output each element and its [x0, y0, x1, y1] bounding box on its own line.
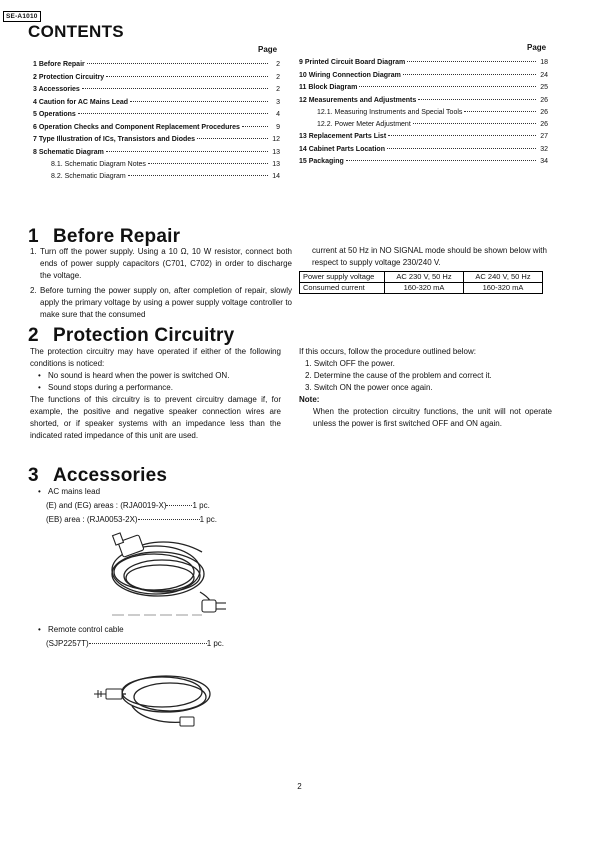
toc-leader-dots	[403, 74, 536, 75]
table-cell: 160-320 mA	[385, 283, 464, 294]
procedure-step: 3. Switch ON the power once again.	[305, 383, 433, 392]
section-title: Accessories	[53, 465, 168, 486]
table-cell: Consumed current	[300, 283, 385, 294]
part-number: (E) and (EG) areas : (RJA0019-X)	[46, 501, 167, 510]
toc-entry-page: 9	[276, 123, 280, 131]
toc-entry-page: 14	[272, 173, 280, 180]
toc-entry[interactable]	[299, 158, 548, 171]
toc-entry[interactable]	[299, 146, 548, 159]
toc-entry-label: 8.1. Schematic Diagram Notes	[51, 161, 146, 168]
toc-leader-dots	[197, 138, 268, 139]
remote-cable-block	[38, 624, 278, 650]
toc-entry-page: 12	[272, 136, 280, 143]
toc-leader-dots	[464, 111, 536, 112]
toc-entry-label: 3 Accessories	[33, 86, 80, 93]
ac-part-line	[38, 514, 278, 526]
toc-entry-label: 8.2. Schematic Diagram	[51, 173, 126, 180]
toc-entry[interactable]	[33, 124, 280, 137]
toc-leader-dots	[82, 88, 268, 89]
toc-entry-label: 13 Replacement Parts List	[299, 133, 387, 140]
leader-dots	[166, 505, 192, 506]
note-label: Note:	[299, 395, 320, 404]
section-3-heading	[28, 465, 167, 487]
bullet-icon: •	[38, 487, 41, 496]
page-number: 2	[297, 782, 302, 791]
toc-right-page-header: Page	[527, 43, 547, 52]
toc-entry-page: 2	[276, 86, 280, 93]
table-cell: AC 240 V, 50 Hz	[464, 272, 543, 283]
part-number: (SJP2257T)	[46, 639, 89, 648]
bullet-text: Sound stops during a performance.	[48, 383, 173, 392]
toc-entry-label: 2 Protection Circuitry	[33, 73, 105, 81]
toc-entry[interactable]	[299, 59, 548, 72]
section-number: 3	[28, 465, 39, 486]
section-title: Before Repair	[53, 226, 181, 247]
toc-entry-page: 13	[272, 161, 280, 168]
toc-leader-dots	[106, 151, 268, 152]
toc-leader-dots	[78, 113, 268, 114]
toc-entry-page: 18	[540, 59, 548, 66]
toc-entry[interactable]	[299, 133, 548, 146]
toc-leader-dots	[346, 160, 536, 161]
section-number: 2	[28, 325, 39, 346]
toc-entry-page: 4	[276, 111, 280, 118]
procedure-step: 2. Determine the cause of the problem and correct it.	[305, 371, 492, 380]
toc-entry-page: 32	[540, 145, 548, 153]
accessory-name: Remote control cable	[48, 625, 124, 634]
before-repair-continued: current at 50 Hz in NO SIGNAL mode should be shown below with respect to supply voltage 230/240 V.	[312, 246, 547, 267]
toc-entry[interactable]	[299, 72, 548, 85]
toc-entry-label: 12 Measurements and Adjustments	[299, 96, 417, 104]
toc-entry-label: 14 Cabinet Parts Location	[299, 145, 385, 153]
remote-cable-illustration	[92, 662, 222, 732]
toc-leader-dots	[106, 76, 268, 77]
toc-entry[interactable]	[299, 97, 548, 110]
toc-entry[interactable]	[299, 109, 548, 121]
toc-entry[interactable]	[33, 161, 280, 173]
toc-entry-label: 9 Printed Circuit Board Diagram	[299, 59, 406, 66]
before-repair-steps	[30, 246, 292, 321]
step-item	[30, 285, 292, 321]
toc-entry[interactable]	[33, 111, 280, 124]
toc-entry[interactable]	[33, 99, 280, 112]
toc-entry-label: 15 Packaging	[299, 158, 344, 165]
toc-entry-page: 26	[540, 96, 548, 104]
power-supply-table	[299, 271, 543, 294]
section-number: 1	[28, 226, 39, 247]
leader-dots	[138, 519, 200, 520]
step-text: Before turning the power supply on, after completion of repair, slowly apply the primary voltage by using a power supply voltage controller to make sure that the consumed	[40, 286, 292, 319]
toc-entry-page: 27	[540, 133, 548, 140]
toc-entry-page: 2	[276, 61, 280, 68]
toc-entry-label: 10 Wiring Connection Diagram	[299, 71, 401, 79]
toc-leader-dots	[418, 99, 536, 100]
toc-leader-dots	[388, 135, 536, 136]
toc-entry[interactable]	[33, 136, 280, 149]
toc-leader-dots	[387, 148, 536, 149]
toc-right-column	[299, 59, 548, 171]
step-text: Turn off the power supply. Using a 10 Ω, 10 W resistor, connect both ends of power supply capacitors (C701, C702) in order to discharge the voltage.	[40, 247, 292, 280]
protection-function: The functions of this circuitry is to prevent circuitry damage if, for example, the positive and negative speaker connection wires are shorted, or if speaker systems with an impedance less than the indicated rated impedance of this unit are used.	[30, 395, 281, 440]
toc-entry[interactable]	[299, 84, 548, 97]
procedure-step: 1. Switch OFF the power.	[305, 359, 395, 368]
section-1-heading	[28, 226, 180, 248]
toc-entry-label: 8 Schematic Diagram	[33, 148, 104, 156]
toc-entry-page: 26	[540, 121, 548, 128]
table-row	[300, 283, 543, 294]
separator-line	[112, 612, 202, 618]
toc-entry[interactable]	[33, 173, 280, 185]
note-text: When the protection circuitry functions, the unit will not operate unless the power is first switched OFF and ON again.	[313, 407, 552, 428]
table-cell: 160-320 mA	[464, 283, 543, 294]
toc-leader-dots	[148, 163, 268, 164]
table-cell: Power supply voltage	[300, 272, 385, 283]
toc-leader-dots	[87, 63, 268, 64]
toc-leader-dots	[130, 101, 268, 102]
toc-entry-label: 1 Before Repair	[33, 61, 85, 68]
part-quantity: 1 pc.	[206, 639, 225, 648]
toc-entry-label: 4 Caution for AC Mains Lead	[33, 98, 129, 106]
toc-entry[interactable]	[299, 121, 548, 133]
table-row	[300, 272, 543, 283]
part-quantity: 1 pc.	[199, 515, 217, 524]
toc-entry-label: 12.1. Measuring Instruments and Special Tools	[317, 109, 463, 116]
remote-part-line	[38, 638, 278, 650]
toc-entry-page: 25	[540, 84, 548, 91]
protection-right-text	[299, 346, 552, 430]
bullet-item	[38, 624, 278, 636]
bullet-item	[30, 370, 281, 382]
toc-entry-page: 13	[272, 148, 280, 156]
step-item	[30, 246, 292, 282]
toc-entry[interactable]	[33, 86, 280, 99]
step-number: 2.	[30, 286, 37, 295]
bullet-icon: •	[38, 625, 41, 634]
toc-entry-page: 26	[540, 109, 548, 116]
toc-entry-label: 12.2. Power Meter Adjustment	[317, 121, 411, 128]
toc-entry[interactable]	[33, 149, 280, 162]
ac-part-line	[38, 500, 278, 512]
toc-entry-page: 3	[276, 98, 280, 106]
table-cell: AC 230 V, 50 Hz	[385, 272, 464, 283]
bullet-text: No sound is heard when the power is switched ON.	[48, 371, 230, 380]
toc-entry-label: 6 Operation Checks and Component Replacement Procedures	[33, 123, 240, 131]
toc-leader-dots	[128, 175, 268, 176]
section-title: Protection Circuitry	[53, 325, 235, 346]
toc-entry[interactable]	[33, 74, 280, 87]
toc-entry-label: 7 Type Illustration of ICs, Transistors and Diodes	[33, 136, 196, 143]
part-number: (EB) area : (RJA0053-2X)	[46, 515, 138, 524]
toc-entry-label: 11 Block Diagram	[299, 84, 358, 91]
bullet-icon: •	[38, 371, 41, 380]
bullet-item	[30, 382, 281, 394]
toc-left-column	[33, 61, 280, 185]
part-quantity: 1 pc.	[192, 501, 210, 510]
toc-entry-page: 24	[540, 71, 548, 79]
protection-left-text	[30, 346, 281, 442]
toc-leader-dots	[242, 126, 268, 127]
step-number: 1.	[30, 247, 37, 256]
section-2-heading	[28, 325, 234, 347]
toc-entry-label: 5 Operations	[33, 111, 76, 118]
protection-intro: The protection circuitry may have operated if either of the following conditions is noticed:	[30, 347, 281, 368]
toc-leader-dots	[359, 86, 536, 87]
bullet-item	[38, 486, 278, 498]
ac-lead-block	[38, 486, 278, 526]
accessory-name: AC mains lead	[48, 487, 101, 496]
toc-left-page-header: Page	[258, 45, 278, 54]
ac-mains-lead-illustration	[92, 530, 252, 618]
leader-dots	[89, 643, 207, 644]
toc-entry-page: 34	[540, 158, 548, 165]
contents-title: CONTENTS	[28, 22, 124, 41]
toc-leader-dots	[413, 123, 536, 124]
procedure-intro: If this occurs, follow the procedure outlined below:	[299, 347, 476, 356]
toc-entry-page: 2	[276, 73, 280, 81]
model-tag: SE-A1010	[3, 11, 41, 22]
toc-leader-dots	[407, 61, 536, 62]
bullet-icon: •	[38, 383, 41, 392]
toc-entry[interactable]	[33, 61, 280, 74]
